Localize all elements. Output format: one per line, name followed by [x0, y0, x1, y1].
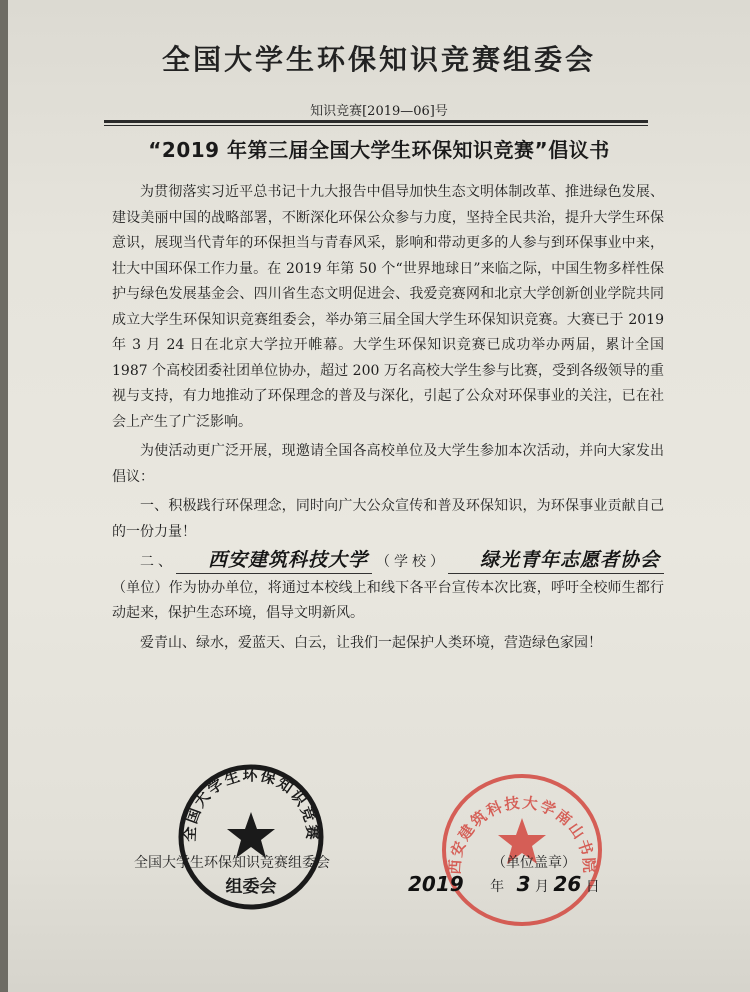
header-rule: [104, 120, 648, 123]
unit-name-handwritten: 绿光青年志愿者协会: [480, 549, 661, 571]
date-day: 26: [553, 872, 582, 896]
proposal-2-prefix: 二、: [140, 554, 176, 570]
paragraph-intro: 为贯彻落实习近平总书记十九大报告中倡导加快生态文明体制改革、推进绿色发展、建设美丽中国的战略部署，不断深化环保公众参与力度，坚持全民共治，提升大学生环保意识，展现当代青年的环保担当与青春风采，影响和带动更多的人参与到环保事业中来，壮大中国环保工作力量。在 2019 年第 50 个“世界地球日”来临之际，中国生物多样性保护与绿色发展基金会、四川省生态文明促进会、我爱竞赛网和北京大学创新创业学院共同成立大学生环保知识竞赛组委会，举办第三届全国大学生环保知识竞赛。大赛已于 2019 年 3 月 24 日在北京大学拉开帷幕。大学生环保知识竞赛已成功举办两届，累计全国 1987 个高校团委社团单位协办，超过 200 万名高校大学生参与比赛，受到各级领导的重视与支持，有力地推动了环保理念的普及与深化，引起了公众对环保事业的关注，已在社会上产生了广泛影响。: [112, 184, 664, 430]
paragraph-closing: 爱青山、绿水，爱蓝天、白云，让我们一起保护人类环境，营造绿色家园！: [140, 634, 602, 651]
school-name-handwritten: 西安建筑科技大学: [208, 549, 369, 571]
committee-seal: [176, 762, 326, 912]
date-year: 2019: [408, 872, 464, 896]
school-name-field: [176, 549, 372, 574]
school-suffix: （学校）: [372, 554, 448, 570]
unit-name-field: [448, 549, 664, 574]
school-seal-text: 西安建筑科技大学南山书院: [445, 793, 599, 876]
paragraph-proposal-1: 一、积极践行环保理念，同时向广大公众宣传和普及环保知识，为环保事业贡献自己的一份力量！: [112, 498, 664, 540]
header-rule-thin: [104, 125, 648, 126]
unit-suffix: （单位）: [112, 579, 169, 596]
paragraph-invitation: 为使活动更广泛开展，现邀请全国各高校单位及大学生参加本次活动，并向大家发出倡议：: [112, 443, 664, 485]
date-day-unit: 日: [585, 879, 600, 895]
seal-label: （单位盖章）: [492, 855, 576, 871]
paragraph-proposal-2: [112, 549, 664, 627]
proposal-2-rest: 作为协办单位，将通过本校线上和线下各平台宣传本次比赛，呼吁全校师生都行动起来，保护生态环境，倡导文明新风。: [112, 579, 665, 621]
committee-seal-text: 全国大学生环保知识竞赛: [180, 765, 322, 843]
date-year-unit: 年: [490, 879, 505, 895]
date-month: 3: [516, 872, 531, 896]
letterhead: 全国大学生环保知识竞赛组委会: [161, 43, 596, 76]
signature-date: [408, 872, 600, 908]
committee-seal-bottom: 组委会: [225, 877, 277, 897]
document-title: “2019 年第三届全国大学生环保知识竞赛”倡议书: [148, 138, 610, 162]
date-month-unit: 月: [534, 879, 549, 895]
document-body: [112, 180, 664, 656]
document-number: 知识竞赛[2019—06]号: [310, 104, 448, 119]
document-page: [8, 0, 750, 992]
signature-organization: 全国大学生环保知识竞赛组委会: [134, 855, 330, 871]
